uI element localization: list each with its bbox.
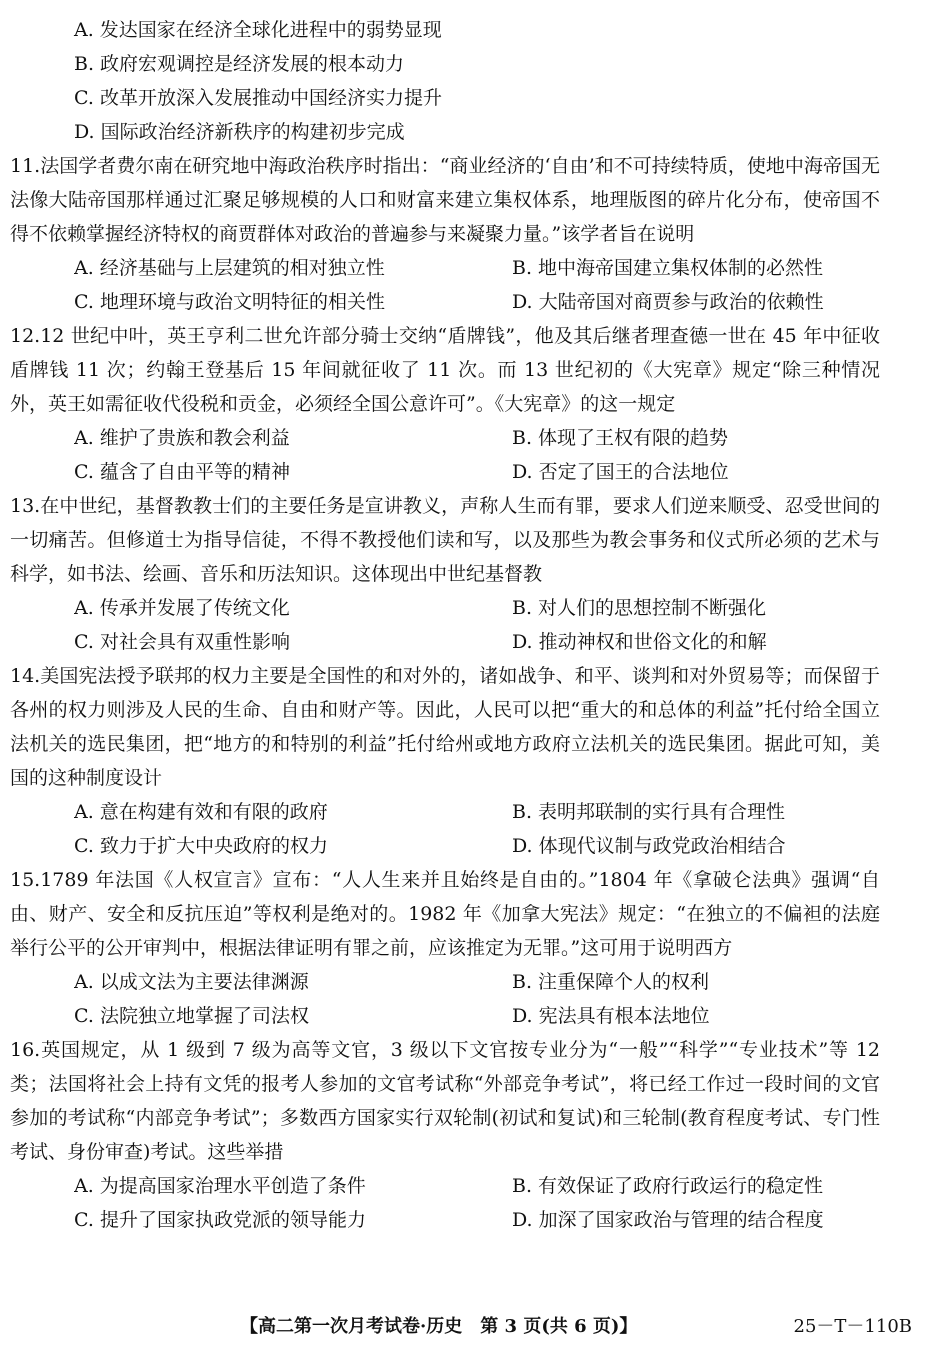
option-c: C. 致力于扩大中央政府的权力 [74, 835, 328, 857]
option-c: C. 蕴含了自由平等的精神 [74, 461, 290, 483]
question-stem: 英国规定，从 1 级到 7 级为高等文官，3 级以下文官按专业分为“一般”“科学”“专业技术”等 12 类；法国将社会上持有文凭的报考人参加的文官考试称“外部竞争考试”，将已经工作过一段时间的文官参加的考试称“内部竞争考试”；多数西方国家实行双轮制(初试和复试)和三轮制(教育程度考试、专门性考试、身份审查)考试。这些举措 [10, 1039, 880, 1163]
q10-option-d: D. 国际政治经济新秩序的构建初步完成 [74, 121, 405, 143]
option-d: D. 推动神权和世俗文化的和解 [512, 631, 767, 653]
option-c: C. 地理环境与政治文明特征的相关性 [74, 291, 385, 313]
q10-options [74, 13, 912, 149]
question-11-options [74, 251, 912, 319]
option-d: D. 体现代议制与政党政治相结合 [512, 835, 786, 857]
question-number: 12. [10, 325, 41, 347]
question-11 [10, 149, 880, 251]
option-a: A. 以成文法为主要法律渊源 [74, 971, 309, 993]
question-12-options [74, 421, 912, 489]
option-b: B. 有效保证了政府行政运行的稳定性 [512, 1175, 824, 1197]
option-c: C. 对社会具有双重性影响 [74, 631, 290, 653]
option-c: C. 提升了国家执政党派的领导能力 [74, 1209, 366, 1231]
question-15-options [74, 965, 912, 1033]
option-d: D. 宪法具有根本法地位 [512, 1005, 710, 1027]
option-d: D. 否定了国王的合法地位 [512, 461, 729, 483]
q10-option-a: A. 发达国家在经济全球化进程中的弱势显现 [74, 19, 442, 41]
question-number: 16. [10, 1039, 41, 1061]
question-stem: 1789 年法国《人权宣言》宣布：“人人生来并且始终是自由的。”1804 年《拿破仑法典》强调“自由、财产、安全和反抗压迫”等权利是绝对的。1982 年《加拿大宪法》规定：“在独立的不偏袒的法庭举行公平的公开审判中，根据法律证明有罪之前，应该推定为无罪。”这可用于说明西方 [10, 869, 880, 959]
page-footer [0, 1312, 950, 1342]
question-14-options [74, 795, 912, 863]
q10-option-c: C. 改革开放深入发展推动中国经济实力提升 [74, 87, 442, 109]
paper-code: 25－T－110B [793, 1316, 912, 1337]
option-a: A. 传承并发展了传统文化 [74, 597, 290, 619]
question-number: 13. [10, 495, 41, 517]
option-b: B. 对人们的思想控制不断强化 [512, 597, 767, 619]
option-c: C. 法院独立地掌握了司法权 [74, 1005, 309, 1027]
question-number: 14. [10, 665, 41, 687]
option-b: B. 地中海帝国建立集权体制的必然性 [512, 257, 824, 279]
option-d: D. 加深了国家政治与管理的结合程度 [512, 1209, 824, 1231]
question-stem: 美国宪法授予联邦的权力主要是全国性的和对外的，诸如战争、和平、谈判和对外贸易等；而保留于各州的权力则涉及人民的生命、自由和财产等。因此，人民可以把“重大的和总体的利益”托付给全国立法机关的选民集团，把“地方的和特别的利益”托付给州或地方政府立法机关的选民集团。据此可知，美国的这种制度设计 [10, 665, 880, 789]
question-16 [10, 1033, 880, 1169]
question-13-options [74, 591, 912, 659]
question-stem: 12 世纪中叶，英王亨利二世允许部分骑士交纳“盾牌钱”，他及其后继者理查德一世在 45 年中征收盾牌钱 11 次；约翰王登基后 15 年间就征收了 11 次。而 13 世纪初的《大宪章》规定“除三种情况外，英王如需征收代役税和贡金，必须经全国公意许可”。《大宪章》的这一规定 [10, 325, 880, 415]
question-15 [10, 863, 880, 965]
question-13 [10, 489, 880, 591]
option-b: B. 体现了王权有限的趋势 [512, 427, 729, 449]
question-12 [10, 319, 880, 421]
footer-title: 【高二第一次月考试卷·历史 第 3 页(共 6 页)】 [240, 1316, 638, 1337]
option-a: A. 经济基础与上层建筑的相对独立性 [74, 257, 385, 279]
question-number: 15. [10, 869, 41, 891]
option-a: A. 意在构建有效和有限的政府 [74, 801, 328, 823]
option-a: A. 维护了贵族和教会利益 [74, 427, 290, 449]
question-stem: 法国学者费尔南在研究地中海政治秩序时指出：“商业经济的‘自由’和不可持续特质，使地中海帝国无法像大陆帝国那样通过汇聚足够规模的人口和财富来建立集权体系，地理版图的碎片化分布，使帝国不得不依赖掌握经济特权的商贾群体对政治的普遍参与来凝聚力量。”该学者旨在说明 [10, 155, 880, 245]
option-b: B. 表明邦联制的实行具有合理性 [512, 801, 786, 823]
q10-option-b: B. 政府宏观调控是经济发展的根本动力 [74, 53, 405, 75]
option-a: A. 为提高国家治理水平创造了条件 [74, 1175, 366, 1197]
question-number: 11. [10, 155, 41, 177]
option-b: B. 注重保障个人的权利 [512, 971, 710, 993]
question-stem: 在中世纪，基督教教士们的主要任务是宣讲教义，声称人生而有罪，要求人们逆来顺受、忍受世间的一切痛苦。但修道士为指导信徒，不得不教授他们读和写，以及那些为教会事务和仪式所必须的艺术与科学，如书法、绘画、音乐和历法知识。这体现出中世纪基督教 [10, 495, 880, 585]
question-16-options [74, 1169, 912, 1237]
option-d: D. 大陆帝国对商贾参与政治的依赖性 [512, 291, 824, 313]
question-14 [10, 659, 880, 795]
